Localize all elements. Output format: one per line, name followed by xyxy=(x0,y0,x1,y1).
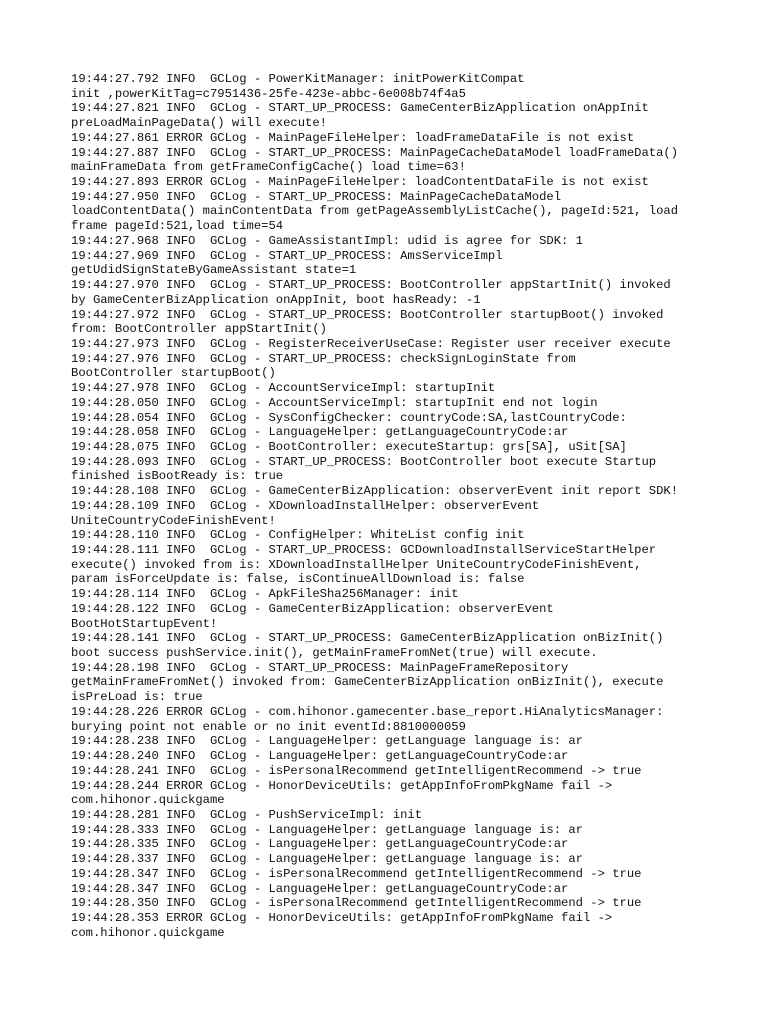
log-line: BootController startupBoot() xyxy=(71,366,276,381)
log-line: 19:44:28.281 INFO GCLog - PushServiceImpl: init xyxy=(71,807,423,822)
log-line: 19:44:28.122 INFO GCLog - GameCenterBizApplication: observerEvent xyxy=(71,601,554,616)
log-line: 19:44:27.887 INFO GCLog - START_UP_PROCESS: MainPageCacheDataModel loadFrameData() xyxy=(71,145,679,160)
log-line: 19:44:28.108 INFO GCLog - GameCenterBizApplication: observerEvent init report SDK! xyxy=(71,484,679,499)
log-line: 19:44:28.333 INFO GCLog - LanguageHelper: getLanguage language is: ar xyxy=(71,822,583,837)
log-line: com.hihonor.quickgame xyxy=(71,793,225,808)
log-line: 19:44:27.976 INFO GCLog - START_UP_PROCESS: checkSignLoginState from xyxy=(71,351,576,366)
log-line: 19:44:27.861 ERROR GCLog - MainPageFileHelper: loadFrameDataFile is not exist xyxy=(71,130,635,145)
log-line: getMainFrameFromNet() invoked from: GameCenterBizApplication onBizInit(), execute xyxy=(71,675,664,690)
log-line: by GameCenterBizApplication onAppInit, boot hasReady: -1 xyxy=(71,292,481,307)
log-line: preLoadMainPageData() will execute! xyxy=(71,116,327,131)
log-line: 19:44:27.821 INFO GCLog - START_UP_PROCESS: GameCenterBizApplication onAppInit xyxy=(71,101,649,116)
log-line: 19:44:27.978 INFO GCLog - AccountServiceImpl: startupInit xyxy=(71,381,496,396)
log-line: 19:44:28.110 INFO GCLog - ConfigHelper: WhiteList config init xyxy=(71,528,525,543)
log-line: init ,powerKitTag=c7951436-25fe-423e-abbc-6e008b74f4a5 xyxy=(71,86,466,101)
log-line: 19:44:27.792 INFO GCLog - PowerKitManager: initPowerKitCompat xyxy=(71,72,525,86)
log-line: UniteCountryCodeFinishEvent! xyxy=(71,513,276,528)
log-line: execute() invoked from is: XDownloadInstallHelper UniteCountryCodeFinishEvent, xyxy=(71,557,642,572)
log-line: 19:44:28.241 INFO GCLog - isPersonalRecommend getIntelligentRecommend -> true xyxy=(71,763,642,778)
log-line: loadContentData() mainContentData from getPageAssemblyListCache(), pageId:521, load xyxy=(71,204,679,219)
log-line: finished isBootReady is: true xyxy=(71,469,284,484)
log-line: 19:44:28.337 INFO GCLog - LanguageHelper: getLanguage language is: ar xyxy=(71,852,583,867)
log-line: frame pageId:521,load time=54 xyxy=(71,219,284,234)
log-document xyxy=(71,72,711,940)
log-line: 19:44:28.114 INFO GCLog - ApkFileSha256Manager: init xyxy=(71,587,459,602)
log-line: 19:44:28.054 INFO GCLog - SysConfigChecker: countryCode:SA,lastCountryCode: xyxy=(71,410,627,425)
log-line: com.hihonor.quickgame xyxy=(71,925,225,940)
log-line: 19:44:28.198 INFO GCLog - START_UP_PROCESS: MainPageFrameRepository xyxy=(71,660,569,675)
log-line: 19:44:28.244 ERROR GCLog - HonorDeviceUtils: getAppInfoFromPkgName fail -> xyxy=(71,778,613,793)
log-line: 19:44:28.226 ERROR GCLog - com.hihonor.gamecenter.base_report.HiAnalyticsManager: xyxy=(71,704,664,719)
log-line: 19:44:27.973 INFO GCLog - RegisterReceiverUseCase: Register user receiver execute xyxy=(71,336,671,351)
log-line: 19:44:28.050 INFO GCLog - AccountServiceImpl: startupInit end not login xyxy=(71,395,598,410)
log-line: mainFrameData from getFrameConfigCache() load time=63! xyxy=(71,160,466,175)
log-line: isPreLoad is: true xyxy=(71,690,203,705)
log-line: 19:44:28.353 ERROR GCLog - HonorDeviceUtils: getAppInfoFromPkgName fail -> xyxy=(71,910,613,925)
log-line: getUdidSignStateByGameAssistant state=1 xyxy=(71,263,357,278)
log-line: 19:44:28.058 INFO GCLog - LanguageHelper: getLanguageCountryCode:ar xyxy=(71,425,569,440)
log-line: 19:44:28.347 INFO GCLog - LanguageHelper: getLanguageCountryCode:ar xyxy=(71,881,569,896)
log-line: from: BootController appStartInit() xyxy=(71,322,327,337)
log-line: param isForceUpdate is: false, isContinueAllDownload is: false xyxy=(71,572,525,587)
log-line: 19:44:27.969 INFO GCLog - START_UP_PROCESS: AmsServiceImpl xyxy=(71,248,503,263)
log-line: 19:44:27.970 INFO GCLog - START_UP_PROCESS: BootController appStartInit() invoked xyxy=(71,278,671,293)
log-line: 19:44:28.141 INFO GCLog - START_UP_PROCESS: GameCenterBizApplication onBizInit() xyxy=(71,631,664,646)
log-line: BootHotStartupEvent! xyxy=(71,616,218,631)
log-line: 19:44:28.111 INFO GCLog - START_UP_PROCESS: GCDownloadInstallServiceStartHelper xyxy=(71,543,657,557)
log-line: burying point not enable or no init eventId:8810000059 xyxy=(71,719,466,734)
log-line: 19:44:27.968 INFO GCLog - GameAssistantImpl: udid is agree for SDK: 1 xyxy=(71,233,583,248)
log-line: 19:44:28.075 INFO GCLog - BootController: executeStartup: grs[SA], uSit[SA] xyxy=(71,439,627,454)
log-line: 19:44:28.109 INFO GCLog - XDownloadInstallHelper: observerEvent xyxy=(71,498,540,513)
log-line: 19:44:27.950 INFO GCLog - START_UP_PROCESS: MainPageCacheDataModel xyxy=(71,189,562,204)
log-line: 19:44:27.972 INFO GCLog - START_UP_PROCESS: BootController startupBoot() invoked xyxy=(71,307,664,322)
log-line: 19:44:27.893 ERROR GCLog - MainPageFileHelper: loadContentDataFile is not exist xyxy=(71,175,649,190)
log-line: 19:44:28.335 INFO GCLog - LanguageHelper: getLanguageCountryCode:ar xyxy=(71,837,569,852)
log-line: boot success pushService.init(), getMainFrameFromNet(true) will execute. xyxy=(71,646,598,661)
log-line: 19:44:28.093 INFO GCLog - START_UP_PROCESS: BootController boot execute Startup xyxy=(71,454,657,469)
log-line: 19:44:28.350 INFO GCLog - isPersonalRecommend getIntelligentRecommend -> true xyxy=(71,896,642,911)
log-line: 19:44:28.347 INFO GCLog - isPersonalRecommend getIntelligentRecommend -> true xyxy=(71,866,642,881)
log-line: 19:44:28.240 INFO GCLog - LanguageHelper: getLanguageCountryCode:ar xyxy=(71,749,569,764)
log-line: 19:44:28.238 INFO GCLog - LanguageHelper: getLanguage language is: ar xyxy=(71,734,583,749)
